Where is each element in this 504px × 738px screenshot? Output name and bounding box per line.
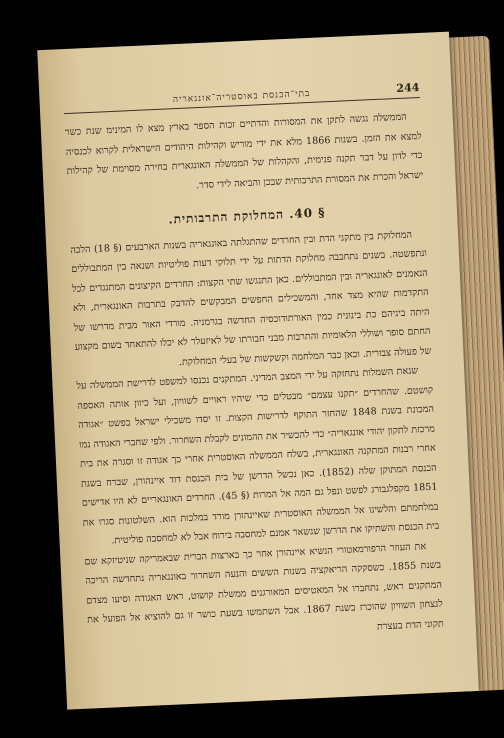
section-heading: § 40. המחלוקת התרבותית. (168, 205, 326, 227)
photo-background-top (0, 0, 504, 6)
paragraph-4: את העוזר הרפורמאטורי הנשיא איינהורן אחר כך בארצות הברית שבאמריקה שניטיזקא שם בשנת 1855. כשסקקה הריאקציה בשנות הששים והנעה השחרור באונגאריה נתחדשה הריכה המתקנים ראש, נתחברו אל המאטיסים המאורגנים ממשלת קושוט, ראש האגודה וסיעו מצדם לנצחון השוויון שהוכרז בשנת 1867. אבל השתמשו בשעת כושר זו גם להוציא אל הפועל את תקוני הדת בעצרת (84, 540, 444, 632)
paragraph-1: הממשלה נגשה לתקן את המסורות והדתיים זכות הספר בארץ מצא לו המינימ שנת כשר למצא את הזמן. בשנות 1866 מלא את ידי מוריש וקהילות היהודים הישראלית לקרוא לכנסיה כדי לדון על דבר תקנה פנימית, והקהלות של הממשלה האונגארית בחירה מסוימת של קהילות ישראל והכרת את המסורת התרבותית שבכן והביאה לידי סדר. (64, 111, 424, 191)
page-number: 244 (396, 80, 420, 96)
page-sheet (37, 32, 479, 710)
body-text (65, 107, 445, 650)
book-page (37, 30, 504, 709)
paragraph-2: המחלוקת בין מתקני הדת ובין החרדים שהתגלתה באונגאריה בשנות הארבעים (§ 18) הלכה ונתפשטה. בשנים נתחבבה מחלוקת הדתות על ידי תלוקי דעות פוליטיות ושנאה בין המתבוללים הנאמנים לאונגאריה ובין המתבוללים. כאן התנגשו שתי הקצות: החרדים הקיצונים המתנגדים לכל התקדמות שהיא מצד אחד, והמשכילים החפשים המבקשים להדבק בתרבות האונגארית, ולא היתה ביניהם כת בינונית כמין האורתודוכסיה החדשה בגרמניה. מורדי האור מבית מדרשו של החתם סופר ושוללי הלאומיות והתרבות מבני חבורתו של לאיזעלר לא יכלו להתאחד בשום מקצוע של פעולה צבורית. וכאן כבר המלחמה וקשקשות של בעלי המחלוקת. (70, 228, 432, 368)
paragraph-3: שנאת השמלות נתחזקה על ידי המצב המדיני. המתקנים נכנסו למשפט לדרישת הממשלה על קושטם. שהחרדים ״תקנו עצמם״ מבטלים כדי שיהיו ראויים לשוויון, ועל כיוון אותה האספה המכונת בשנת 1848 שהחזר התוקף לדרישות הקצות. זו יסדו משכילי ישראל בפשט ״אגודה מרכזת לתקון יהודי אונגאריה״ כדי להכשיר את ההמונים לקבלת השחרור. ולפי שחברי האגודה נמו אחרי רבנות המתקנה האונגארית, בשלח הממשלה האוסטרית אחרי כך אגודה זו וסגרה את בית הכנסת המתוקן שלה (1852). כאן נכשל הדרשן של בית הכנסת דוד איינהורן, שברח בשנת 1851 מקפלגבורג לפשט ונפל גם המה אל המרות (§ 45). החרדים האונגאריים לא היו אדישים במלחמתם והלשינו אל הממשלה האוסטרית שאיינהורן מורד במלכות הוא. השלטונות סגרו את בית הכנסת והשתיקו את הדרשן שנשאר אמנם למחסבה בירוח אבל לא למחסבה פוליטית. (76, 365, 440, 547)
running-title: בתי־הכנסת באוסטריה־אונגאריה (172, 88, 311, 106)
